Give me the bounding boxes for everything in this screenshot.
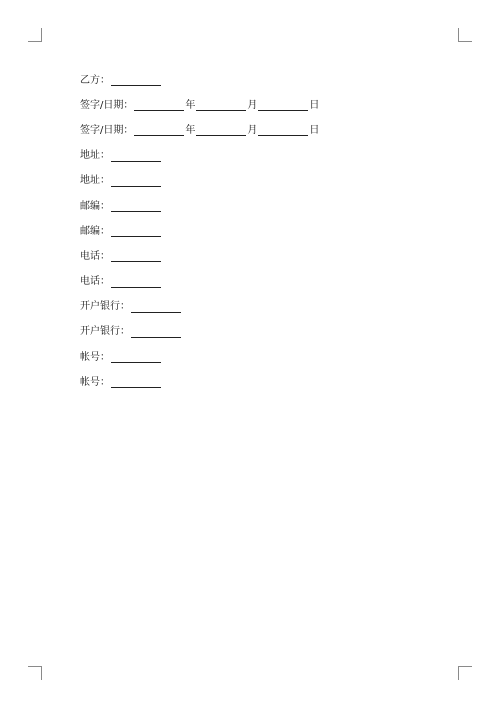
- month-label: 月: [247, 124, 258, 136]
- bank-row-1: [80, 295, 380, 320]
- year-label: 年: [185, 124, 196, 136]
- address-blank[interactable]: [111, 151, 161, 162]
- signature-date-row-2: [80, 118, 380, 143]
- account-blank[interactable]: [111, 352, 161, 363]
- bank-blank[interactable]: [131, 327, 181, 338]
- party-b-row: [80, 68, 380, 93]
- account-label: 帐号：: [80, 376, 110, 388]
- account-blank[interactable]: [111, 377, 161, 388]
- phone-label: 电话：: [80, 276, 110, 288]
- account-label: 帐号：: [80, 351, 110, 363]
- month-label: 月: [247, 99, 258, 111]
- postcode-row-2: [80, 219, 380, 244]
- year-label: 年: [185, 99, 196, 111]
- phone-row-2: [80, 270, 380, 295]
- account-row-2: [80, 370, 380, 395]
- crop-mark-bottom-right: [458, 666, 472, 680]
- phone-label: 电话：: [80, 250, 110, 262]
- party-b-blank[interactable]: [111, 75, 161, 86]
- address-label: 地址：: [80, 150, 110, 162]
- day-label: 日: [309, 99, 320, 111]
- postcode-label: 邮编：: [80, 200, 110, 212]
- month-blank[interactable]: [196, 125, 246, 136]
- postcode-label: 邮编：: [80, 225, 110, 237]
- address-blank[interactable]: [111, 176, 161, 187]
- year-blank[interactable]: [134, 125, 184, 136]
- signature-form: [80, 68, 380, 395]
- signature-date-row-1: [80, 93, 380, 118]
- bank-label: 开户银行：: [80, 301, 130, 313]
- crop-mark-bottom-left: [28, 666, 42, 680]
- postcode-row-1: [80, 194, 380, 219]
- postcode-blank[interactable]: [111, 201, 161, 212]
- day-label: 日: [309, 124, 320, 136]
- address-row-2: [80, 169, 380, 194]
- postcode-blank[interactable]: [111, 226, 161, 237]
- day-blank[interactable]: [258, 100, 308, 111]
- crop-mark-top-right: [458, 28, 472, 42]
- phone-row-1: [80, 244, 380, 269]
- crop-mark-top-left: [28, 28, 42, 42]
- party-b-label: 乙方：: [80, 74, 110, 86]
- month-blank[interactable]: [196, 100, 246, 111]
- phone-blank[interactable]: [111, 277, 161, 288]
- year-blank[interactable]: [134, 100, 184, 111]
- bank-row-2: [80, 320, 380, 345]
- signature-date-label: 签字/日期：: [80, 99, 134, 111]
- phone-blank[interactable]: [111, 251, 161, 262]
- bank-label: 开户银行：: [80, 326, 130, 338]
- day-blank[interactable]: [258, 125, 308, 136]
- account-row-1: [80, 345, 380, 370]
- bank-blank[interactable]: [131, 302, 181, 313]
- signature-date-label: 签字/日期：: [80, 124, 134, 136]
- address-row-1: [80, 144, 380, 169]
- address-label: 地址：: [80, 175, 110, 187]
